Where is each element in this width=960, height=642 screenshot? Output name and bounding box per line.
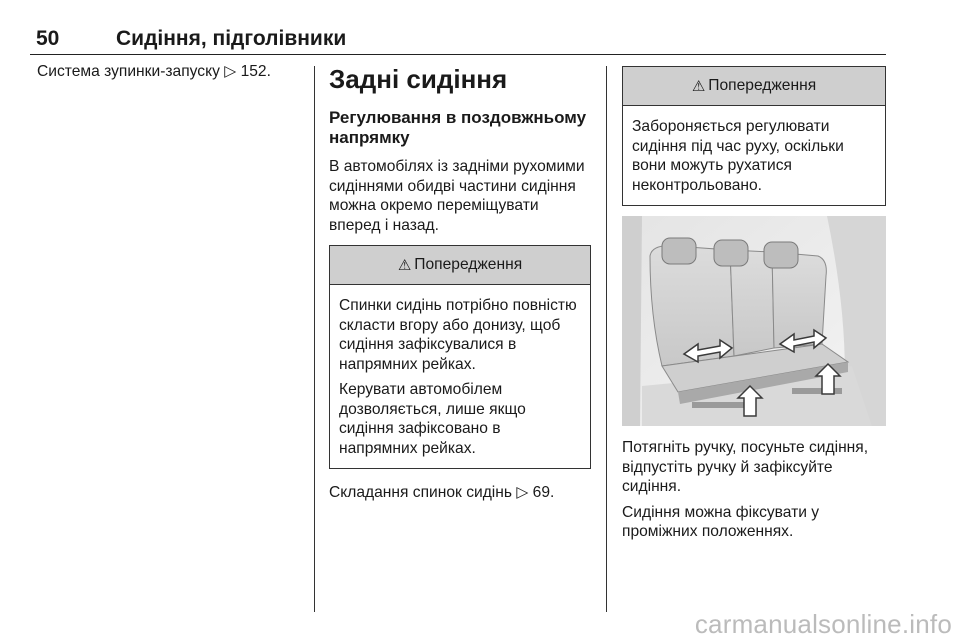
section-heading: Задні сидіння — [329, 64, 508, 94]
warning-body — [330, 285, 590, 468]
warning-paragraph: Забороняється регулювати сидіння під час руху, оскільки вони можуть рухатися неконтрольовано. — [632, 118, 844, 194]
page-title: Сидіння, підголівники — [116, 27, 347, 50]
warning-header — [330, 246, 590, 285]
reference-page[interactable]: 152. — [236, 63, 271, 80]
column-divider — [606, 66, 607, 612]
intro-paragraph: В автомобілях із задніми рухомими сидіннями обидві частини сидіння можна окремо переміщувати вперед і назад. — [329, 158, 585, 234]
warning-triangle-icon: ⚠ — [397, 257, 412, 274]
column-left — [37, 62, 305, 82]
rear-seat-adjustment-illustration — [622, 216, 886, 426]
page-header — [30, 24, 886, 55]
page-reference-icon: ▷ — [224, 62, 237, 80]
warning-paragraph: Спинки сидінь потрібно повністю скласти вгору або донизу, щоб сидіння зафіксувалися в напрямних рейках. — [339, 297, 577, 373]
reference-text: Система зупинки-запуску — [37, 63, 220, 80]
page-number: 50 — [36, 27, 60, 50]
column-middle — [329, 62, 591, 503]
warning-triangle-icon: ⚠ — [691, 78, 706, 95]
reference-text: Складання спинок сидінь — [329, 484, 512, 501]
warning-title: Попередження — [414, 256, 523, 273]
cross-reference — [329, 483, 591, 503]
warning-body — [623, 106, 885, 205]
instruction-paragraph: Потягніть ручку, посуньте сидіння, відпустіть ручку й зафіксуйте сидіння. — [622, 439, 869, 495]
watermark: carmanualsonline.info — [694, 609, 952, 639]
warning-box — [622, 66, 886, 206]
warning-title: Попередження — [708, 77, 817, 94]
instruction-paragraph: Сидіння можна фіксувати у проміжних положеннях. — [622, 503, 820, 540]
reference-page[interactable]: 69. — [528, 484, 555, 501]
warning-paragraph: Керувати автомобілем дозволяється, лише якщо сидіння зафіксовано в напрямних рейках. — [339, 381, 526, 457]
page-reference-icon: ▷ — [516, 483, 529, 501]
column-divider — [314, 66, 315, 612]
subsection-heading: Регулювання в поздовжньому напрямку — [329, 108, 587, 147]
warning-header — [623, 67, 885, 106]
cross-reference — [37, 62, 305, 82]
column-right — [622, 66, 886, 542]
warning-box — [329, 245, 591, 469]
